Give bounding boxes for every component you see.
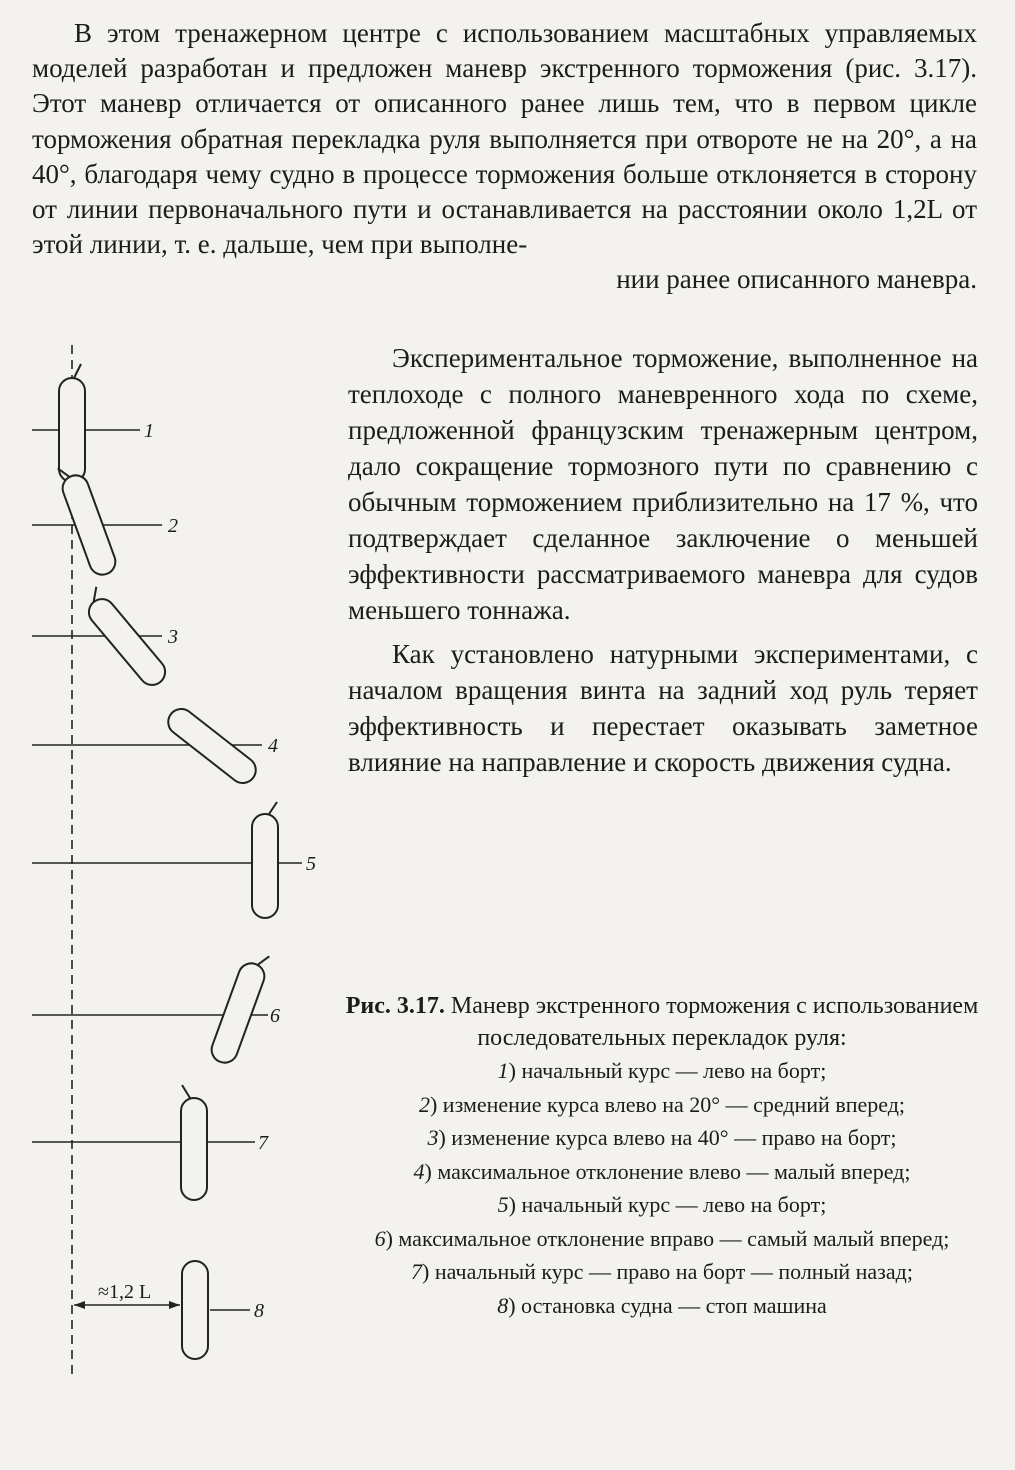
intro-paragraph-tail: нии ранее описанного маневра.: [616, 264, 977, 295]
ship-position-4: [32, 704, 278, 789]
caption-item-6: 6) максимальное отклонение вправо — самый малый вперед;: [374, 1225, 950, 1251]
intro-paragraph: [32, 16, 977, 298]
distance-dimension: [74, 1281, 180, 1309]
caption-number: Рис. 3.17.: [345, 993, 445, 1019]
paragraph-2: Экспериментальное торможение, выполненное на теплоходе с полного маневренного хода по схеме, предложенной французским тренажерным центром, дало сокращение тормозного пути по сравнению с обычным торможением приблизительно на 17 %, что подтверждает сделанное заключение о меньшей эффективности рассматриваемого маневра для судов меньшего тоннажа.: [348, 343, 978, 625]
intro-paragraph-main: В этом тренажерном центре с использованием масштабных управляемых моделей разработан и предложен маневр экстренного торможения (рис. 3.17). Этот маневр отличается от описанного ранее лишь тем, что в первом цикле торможения обратная перекладка руля выполняется при отвороте не на 20°, а на 40°, благодаря чему судно в процессе торможения больше отклоняется в сторону от линии первоначального пути и останавливается на расстоянии около 1,2L от этой линии, т. е. дальше, чем при выполне-: [32, 18, 977, 260]
caption-item-7: 7) начальный курс — право на борт — полный назад;: [411, 1259, 913, 1284]
position-label-1: 1: [144, 420, 154, 442]
caption-item-3: 3) изменение курса влево на 40° — право на борт;: [427, 1125, 897, 1150]
distance-label: ≈1,2 L: [98, 1281, 152, 1303]
ship-position-1: [32, 364, 154, 482]
position-label-6: 6: [270, 1005, 280, 1027]
ship-position-2: [32, 460, 178, 578]
position-label-8: 8: [254, 1300, 264, 1322]
caption-title-text: Маневр экстренного торможения с использованием последовательных перекладок руля:: [444, 993, 979, 1051]
position-label-5: 5: [306, 853, 316, 875]
caption-item-2: 2) изменение курса влево на 20° — средний вперед;: [418, 1091, 906, 1117]
caption-title: [344, 990, 980, 1054]
caption-item-8: 8) остановка судна — стоп машина: [497, 1292, 827, 1318]
right-column: [348, 340, 978, 780]
position-label-2: 2: [168, 515, 178, 537]
maneuver-diagram: [0, 340, 345, 1400]
caption-item-5: 5) начальный курс — лево на борт;: [497, 1192, 827, 1217]
ship-position-6: [32, 948, 280, 1066]
position-label-7: 7: [258, 1132, 268, 1154]
ship-position-7: [32, 1085, 269, 1200]
position-label-4: 4: [268, 735, 278, 757]
ship-position-8: [182, 1261, 264, 1359]
ship-position-5: [32, 802, 316, 918]
caption-item-1: 1) начальный курс — лево на борт;: [497, 1058, 827, 1083]
ship-position-3: [32, 586, 178, 690]
paragraph-3: Как установлено натурными экспериментами, с началом вращения винта на задний ход руль теряет эффективность и перестает оказывать заметное влияние на направление и скорость движения судна.: [348, 639, 978, 777]
figure-caption: [344, 990, 980, 1322]
caption-item-4: 4) максимальное отклонение влево — малый вперед;: [413, 1158, 911, 1184]
position-label-3: 3: [168, 626, 178, 648]
